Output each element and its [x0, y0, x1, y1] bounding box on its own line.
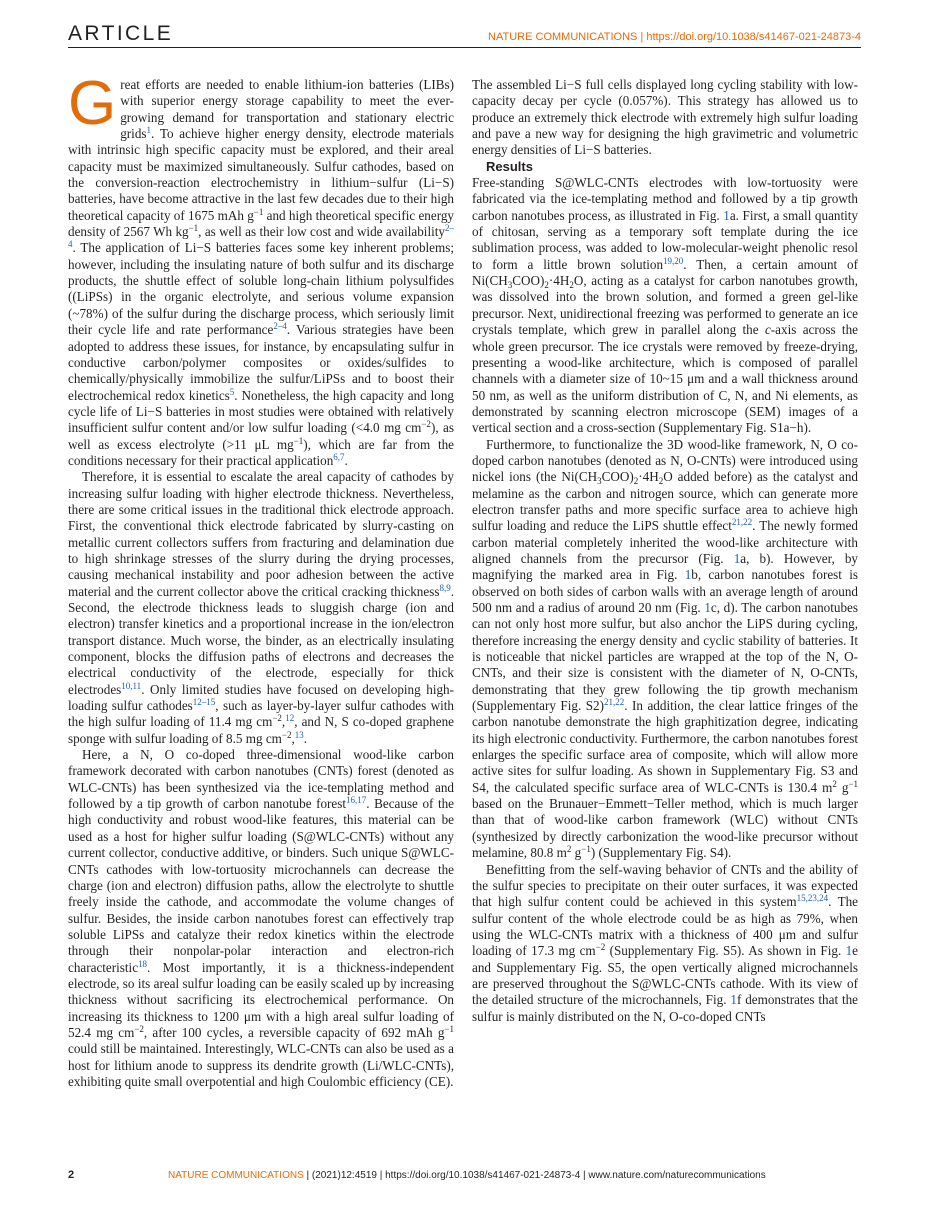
paragraph: Benefitting from the self-waving behavior of CNTs and the ability of the sulfur species to precipitate on their outer surfaces, it was expected that high sulfur content could be achieved in this system$^{15,23,24}$. The sulfur content of the whole electrode could be as high as 79%, when using the WLC-CNTs matrix with a thickness of 400 μm and sulfur loading of 17.3 mg $cm^{-2}$ (Supplementary Fig. S5). As shown in Fig. 1e and Supplementary Fig. S5, the open vertically aligned microchannels are preserved throughout the S@WLC-CNTs cathode. With its view of the detailed structure of the microchannels, Fig. 1f demonstrates that the sulfur is mainly distributed on the N, O-co-doped CNTs: [472, 861, 859, 1024]
page-number: 2: [68, 1169, 75, 1181]
paragraph: Furthermore, to functionalize the 3D wood-like framework, N, O co-doped carbon nanotubes (denoted as N, O-CNTs) were introduced using nickel ions (the $Ni(CH_3COO)_2\cdot 4H_2O$ added before) as the catalyst and melamine as the carbon and nitrogen source, which can generate more electron transfer paths and more specific surface area to achieve high sulfur loading and reduce the LiPS shuttle effect$^{21,22}$. The newly formed carbon material completely inherited the wood-like architecture with aligned channels from the precursor (Fig. 1a, b). However, by magnifying the marked area in Fig. 1b, carbon nanotubes forest is observed on both sides of carbon walls with an average length of around 500 nm and a radius of around 20 nm (Fig. 1c, d). The carbon nanotubes can not only host more sulfur, but also anchor the LiPS during cycling, therefore increasing the energy density and cyclic stability of batteries. It is noticeable that nickel particles are wrapped at the top of the N, O-CNTs, and their size is consistent with the diameter of N, O-CNTs, demonstrating that they grew following the tip growth mechanism (Supplementary Fig. S2)$^{21,22}$. In addition, the clear lattice fringes of the carbon nanotube demonstrate the high graphitization degree, indicating its high electronic conductivity. Furthermore, the carbon nanotubes forest enlarges the specific surface area of composite, which will allow more active sites for sulfur loading. As shown in Supplementary Fig. S3 and S4, the calculated specific surface area of WLC-CNTs is 130.4 $m^2$ $g^{-1}$ based on the Brunauer−Emmett−Teller method, which is much larger than that of wood-like carbon framework (WLC) without CNTs (synthesized by directly carbonization the wood-like precursor without melamine, 80.8 $m^2$ $g^{-1}$) (Supplementary Fig. S4).: [472, 436, 858, 861]
left-column: [68, 69, 454, 1090]
footer-journal: NATURE COMMUNICATIONS: [168, 1170, 304, 1181]
paragraph: Therefore, it is essential to escalate the areal capacity of cathodes by increasing sulfur loading with higher electrode thickness. Nevertheless, there are some critical issues in the traditional thick electrode approach. First, the conventional thick electrode fabricated by slurry-casting on metallic current collectors suffers from fracturing and delamination due to high shrinkage stresses of the slurry during the drying processes, causing mechanical instability and poor adhesion between the active material and the current collector above the critical cracking thickness$^{8,9}$. Second, the electrode thickness leads to sluggish charge (ion and electron) transfer kinetics and a proportional increase in the ion/electron transport distance. Much worse, the binder, as an electrically insulating component, blocks the diffusion paths of electrons and decreases the electrical conductivity of the electrode, especially for thick electrodes$^{10,11}$. Only limited studies have focused on developing high-loading sulfur cathodes$^{12-15}$, such as layer-by-layer sulfur cathodes with the high sulfur loading of 11.4 mg $cm^{-2},^{12}$, and N, S co-doped graphene sponge with sulfur loading of 8.5 mg $cm^{-2},^{13}$.: [68, 469, 454, 746]
results-heading: Results: [486, 158, 533, 174]
paragraph: The assembled Li−S full cells displayed long cycling stability with low-capacity decay per cycle (0.057%). This strategy has allowed us to produce an extremely thick electrode with extremely high sulfur loading and pave a new way for designing the high gravimetric and volumetric energy densities of Li−S batteries.: [472, 77, 858, 158]
intro-paragraph: Great efforts are needed to enable lithium-ion batteries (LIBs) with superior energy storage capability to meet the ever-growing demand for transportation and stationary electric grids$^1$. To achieve higher energy density, electrode materials with intrinsic high specific capacity must be explored, and their areal capacity must be maximized simultaneously. Sulfur cathodes, based on the conversion-reaction electrochemistry in lithium−sulfur (Li−S) batteries, have become attractive in the last few decades due to their high theoretical capacity of 1675 mAh $g^{-1}$ and high theoretical specific energy density of 2567 Wh $kg^{-1}$, as well as their low cost and wide availability$^{2-4}$. The application of Li−S batteries faces some key inherent problems; however, including the insulating nature of both sulfur and its discharge products, the shuttle effect of soluble long-chain lithium polysulfides ((LiPSs) in the organic electrolyte, and serious volume expansion (~78%) of the sulfur during the discharge process, which seriously limit their cycle life and rate performance$^{2-4}$. Various strategies have been adopted to address these issues, for instance, by encapsulating sulfur in conductive carbon/polymer composites or oxides/sulfides to chemically/physically immobilize the sulfur/LiPSs and to boost their electrochemical redox kinetics$^5$. Nonetheless, the high capacity and long cycle life of Li−S batteries in most studies were obtained with relatively insufficient sulfur content and/or low sulfur loading (<4.0 mg $cm^{-2}$), as well as excess electrolyte (>11 μL $mg^{-1}$), which are far from the conditions necessary for their practical application$^{6,7}$.: [68, 69, 454, 468]
paragraph: Free-standing S@WLC-CNTs electrodes with low-tortuosity were fabricated via the ice-templating method and followed by a tip growth carbon nanotubes process, as illustrated in Fig. 1a. First, a small quantity of chitosan, serving as a temporary soft template during the ice sublimation process, was added to low-molecular-weight phenolic resol to form a little brown solution$^{19,20}$. Then, a certain amount of $Ni(CH_3COO)_2\cdot 4H_2O$, acting as a catalyst for carbon nanotubes growth, was dissolved into the brown solution, and formed a green gel-like precursor. Next, unidirectional freezing was performed to generate an ice crystals template, which grew in parallel along the c-axis across the whole green precursor. The ice crystals were removed by freeze-drying, presenting a wood-like architecture, which is composed of parallel channels with a diameter size of 10~15 μm and a wall thickness around 50 nm, as well as the uniform distribution of C, N, and Ni elements, as demonstrated by scanning electron microscope (SEM) images of a vertical section and a cross-section (Supplementary Fig. S1a−h).: [472, 175, 858, 436]
footer-citation: [168, 1170, 766, 1181]
journal-doi-link[interactable]: NATURE COMMUNICATIONS | https://doi.org/10.1038/s41467-021-24873-4: [488, 31, 861, 43]
dropcap: G: [68, 69, 117, 138]
right-column: [472, 77, 858, 1025]
paragraph: Here, a N, O co-doped three-dimensional wood-like carbon framework decorated with carbon nanotubes (CNTs) forest (denoted as WLC-CNTs) has been synthesized via the ice-templating method and followed by a tip growth of carbon nanotube forest$^{16,17}$. Because of the high conductivity and robust wood-like features, this material can be used as a host for higher sulfur loading (S@WLC-CNTs) without any current collector, conductive additive, or binders. Such unique S@WLC-CNTs cathodes with low-tortuosity microchannels can decrease the charge (ion and electron) diffusion paths, allow the electrolyte to shuttle freely inside the cathode, and accommodate the volume changes of sulfur. Besides, the inside carbon nanotubes forest can effectively trap soluble LiPSs and catalyze their redox kinetics within the electrode through their nonpolar-polar interaction and electron-rich characteristic$^{18}$. Most importantly, it is a thickness-independent electrode, so its areal sulfur loading can be easily scaled up by increasing thickness without sacrificing its electrochemical performance. On increasing its thickness to 1200 μm with a high areal sulfur loading of 52.4 mg $cm^{-2}$, after 100 cycles, a reversible capacity of 692 mAh $g^{-1}$ could still be maintained. Interestingly, WLC-CNTs can also be used as a host for lithium anode to suppress its dendrite growth (Li/WLC-CNTs), exhibiting quite small overpotential and high Coulombic efficiency (CE).: [68, 747, 454, 1089]
footer-doi[interactable]: | (2021)12:4519 | https://doi.org/10.1038/s41467-021-24873-4 | www.nature.com/naturecommunications: [306, 1170, 766, 1181]
header-divider: [68, 47, 861, 48]
article-label: ARTICLE: [68, 22, 174, 45]
